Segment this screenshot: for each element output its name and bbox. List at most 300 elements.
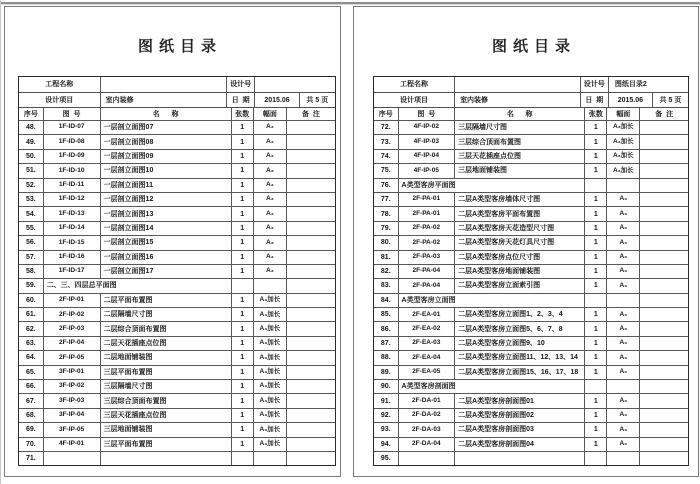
- col-header-no: 序号: [378, 110, 393, 118]
- row-qty-cell: 1: [584, 409, 606, 422]
- row-note-cell: [639, 322, 688, 335]
- row-name-cell: 二层A类型客房立面索引图: [454, 279, 584, 292]
- row-no-cell: 52.: [25, 181, 36, 189]
- row-size-cell: [606, 380, 639, 393]
- row-qty-cell: 1: [584, 121, 606, 134]
- row-code-cell: 1F-ID-17: [43, 265, 100, 278]
- row-note-cell: [286, 294, 335, 307]
- table-row: [374, 278, 688, 292]
- row-qty-cell: 1: [231, 150, 253, 163]
- row-note-cell: [286, 265, 335, 278]
- row-note-cell: [639, 207, 688, 220]
- table-body: [19, 120, 335, 465]
- design-item-value: 室内装修: [454, 93, 580, 107]
- row-name-cell: 三层平面布置图: [100, 366, 231, 379]
- row-size-cell: A₃: [253, 251, 286, 264]
- row-size-cell: A₃: [253, 121, 286, 134]
- row-note-cell: [286, 308, 335, 321]
- date-label: 日 期: [580, 93, 608, 107]
- row-qty-cell: 1: [231, 179, 253, 192]
- row-size-cell: A₃: [253, 150, 286, 163]
- table-row: [374, 221, 688, 235]
- row-no-cell: 53.: [25, 196, 36, 204]
- row-qty-cell: 1: [231, 438, 253, 451]
- row-name-cell: 一层剖立面图15: [100, 236, 231, 249]
- section-title-cell: 二、三、四层总平面图: [43, 279, 231, 292]
- row-qty-cell: 1: [584, 251, 606, 264]
- row-size-cell: A₃: [606, 438, 639, 451]
- row-qty-cell: 1: [584, 193, 606, 206]
- row-qty-cell: 1: [231, 380, 253, 393]
- table-row: [374, 206, 688, 220]
- row-code-cell: 1F-ID-08: [43, 135, 100, 148]
- row-size-cell: A₃: [253, 135, 286, 148]
- row-code-cell: 3F-IP-03: [43, 394, 100, 407]
- design-item-label: 设计项目: [400, 96, 429, 104]
- title-block-row-project: [374, 77, 688, 92]
- row-code-cell: 2F-DA-03: [398, 423, 455, 436]
- row-no-cell: 62.: [25, 325, 36, 333]
- project-name-value: [100, 77, 226, 92]
- design-item-value: 室内装修: [100, 93, 226, 107]
- row-name-cell: 二层A类型客房点位尺寸图: [454, 251, 584, 264]
- row-no-cell: 69.: [25, 426, 36, 434]
- table-row: [19, 307, 335, 321]
- row-code-cell: [43, 452, 100, 465]
- row-note-cell: [286, 438, 335, 451]
- row-size-cell: [253, 452, 286, 465]
- row-size-cell: A₃加长: [253, 308, 286, 321]
- row-size-cell: [606, 452, 639, 465]
- row-size-cell: A₃: [606, 265, 639, 278]
- row-note-cell: [286, 164, 335, 177]
- row-qty-cell: 1: [584, 351, 606, 364]
- project-name-label: 工程名称: [400, 81, 429, 88]
- title-block-row-item: [19, 92, 335, 107]
- row-note-cell: [639, 337, 688, 350]
- row-size-cell: A₃加长: [253, 380, 286, 393]
- row-qty-cell: 1: [231, 337, 253, 350]
- row-size-cell: [606, 179, 639, 192]
- catalog-page-1: [4, 6, 341, 477]
- row-note-cell: [286, 366, 335, 379]
- row-qty-cell: 1: [584, 150, 606, 163]
- row-size-cell: A₃: [606, 251, 639, 264]
- row-code-cell: 4F-IP-01: [43, 438, 100, 451]
- row-note-cell: [639, 222, 688, 235]
- row-qty-cell: 1: [584, 423, 606, 436]
- table-row: [374, 408, 688, 422]
- catalog-page-2: [353, 6, 699, 477]
- project-name-value: [454, 77, 580, 92]
- table-row: [19, 379, 335, 393]
- row-code-cell: 2F-PA-01: [398, 207, 455, 220]
- table-row: [19, 437, 335, 451]
- row-size-cell: A₃加长: [253, 337, 286, 350]
- row-no-cell: 83.: [380, 282, 391, 290]
- row-code-cell: 1F-ID-14: [43, 222, 100, 235]
- col-header-qty: 张数: [231, 108, 253, 120]
- row-no-cell: 81.: [380, 253, 391, 261]
- row-code-cell: 3F-IP-02: [43, 380, 100, 393]
- row-size-cell: A₃: [253, 193, 286, 206]
- section-title-cell: A类型客房立面图: [398, 294, 585, 307]
- design-no-label: 设计号: [226, 77, 254, 92]
- row-note-cell: [286, 251, 335, 264]
- table-row: [374, 422, 688, 436]
- table-row: [374, 120, 688, 134]
- row-name-cell: 二层A类型客房剖面图03: [454, 423, 584, 436]
- section-row: [19, 278, 335, 292]
- row-no-cell: 61.: [25, 311, 36, 319]
- section-row: [374, 379, 688, 393]
- row-no-cell: 84.: [380, 296, 391, 304]
- row-note-cell: [286, 121, 335, 134]
- table-row: [374, 321, 688, 335]
- row-note-cell: [286, 380, 335, 393]
- row-no-cell: 49.: [25, 138, 36, 146]
- table-row: [19, 178, 335, 192]
- row-no-cell: 48.: [25, 124, 36, 132]
- design-no-value: [254, 77, 335, 92]
- title-block-row-project: [19, 77, 335, 92]
- row-no-cell: 75.: [380, 167, 391, 175]
- row-code-cell: 4F-IP-03: [398, 135, 455, 148]
- row-no-cell: 80.: [380, 239, 391, 247]
- row-qty-cell: 1: [231, 265, 253, 278]
- row-code-cell: 2F-EA-03: [398, 337, 455, 350]
- row-name-cell: 三层隔墙尺寸图: [100, 380, 231, 393]
- row-code-cell: 1F-ID-15: [43, 236, 100, 249]
- table-body: [374, 120, 688, 465]
- row-size-cell: A₃: [253, 164, 286, 177]
- table-row: [374, 451, 688, 465]
- table-row: [19, 206, 335, 220]
- row-name-cell: 二层平面布置图: [100, 294, 231, 307]
- row-size-cell: A₃: [606, 222, 639, 235]
- row-note-cell: [639, 438, 688, 451]
- row-name-cell: 二层A类型客房地面铺装图: [454, 265, 584, 278]
- row-size-cell: A₃: [606, 409, 639, 422]
- row-note-cell: [639, 164, 688, 177]
- row-note-cell: [639, 265, 688, 278]
- row-note-cell: [286, 207, 335, 220]
- table-row: [374, 192, 688, 206]
- row-name-cell: 三层隔墙尺寸图: [454, 121, 584, 134]
- row-code-cell: [398, 452, 455, 465]
- row-qty-cell: 1: [231, 164, 253, 177]
- table-row: [19, 365, 335, 379]
- row-no-cell: 87.: [380, 340, 391, 348]
- row-qty-cell: 1: [231, 251, 253, 264]
- row-qty-cell: [231, 452, 253, 465]
- row-qty-cell: 1: [584, 308, 606, 321]
- row-code-cell: 2F-EA-05: [398, 366, 455, 379]
- project-name-label: 工程名称: [45, 81, 74, 88]
- row-no-cell: 85.: [380, 311, 391, 319]
- row-note-cell: [639, 409, 688, 422]
- row-note-cell: [639, 423, 688, 436]
- row-size-cell: A₃加长: [253, 366, 286, 379]
- row-size-cell: A₃加长: [253, 294, 286, 307]
- section-row: [374, 293, 688, 307]
- row-name-cell: 三层地面铺装图: [100, 423, 231, 436]
- row-code-cell: 2F-DA-04: [398, 438, 455, 451]
- design-item-label: 设计项目: [45, 96, 74, 104]
- row-qty-cell: 1: [231, 394, 253, 407]
- row-no-cell: 68.: [25, 412, 36, 419]
- row-name-cell: 三层综合顶面布置图: [454, 135, 584, 148]
- drawing-index-table: [18, 76, 336, 466]
- row-name-cell: 一层剖立面图12: [100, 193, 231, 206]
- row-no-cell: 94.: [380, 440, 391, 448]
- row-qty-cell: [584, 380, 606, 393]
- row-size-cell: A₃: [606, 193, 639, 206]
- row-note-cell: [639, 452, 688, 465]
- column-header-row: [374, 107, 688, 120]
- date-value: 2015.06: [608, 93, 652, 107]
- page-title: 图纸目录: [491, 39, 576, 55]
- row-no-cell: 95.: [380, 455, 391, 463]
- table-row: [19, 235, 335, 249]
- row-name-cell: 二层A类型客房平面布置图: [454, 207, 584, 220]
- total-pages: 共 5 页: [299, 93, 335, 107]
- row-qty-cell: 1: [231, 423, 253, 436]
- table-row: [19, 393, 335, 407]
- row-qty-cell: 1: [231, 308, 253, 321]
- row-qty-cell: 1: [231, 294, 253, 307]
- title-block-row-item: [374, 92, 688, 107]
- row-code-cell: 2F-IP-02: [43, 308, 100, 321]
- row-note-cell: [639, 179, 688, 192]
- row-name-cell: 一层剖立面图14: [100, 222, 231, 235]
- table-row: [19, 149, 335, 163]
- row-code-cell: 2F-IP-05: [43, 351, 100, 364]
- row-size-cell: A₃加长: [253, 394, 286, 407]
- row-no-cell: 56.: [25, 239, 36, 247]
- row-qty-cell: 1: [584, 164, 606, 177]
- row-no-cell: 78.: [380, 210, 391, 218]
- row-code-cell: 2F-PA-02: [398, 222, 455, 235]
- table-row: [374, 235, 688, 249]
- row-name-cell: 二层A类型客房剖面图04: [454, 438, 584, 451]
- row-name-cell: 二层隔墙尺寸图: [100, 308, 231, 321]
- row-size-cell: A₃: [606, 236, 639, 249]
- row-note-cell: [639, 251, 688, 264]
- row-size-cell: A₃加长: [253, 409, 286, 422]
- row-note-cell: [639, 236, 688, 249]
- row-size-cell: A₃加长: [253, 351, 286, 364]
- row-code-cell: 2F-EA-04: [398, 351, 455, 364]
- row-size-cell: [253, 279, 286, 292]
- date-label: 日 期: [226, 93, 254, 107]
- row-size-cell: A₃加长: [606, 135, 639, 148]
- row-qty-cell: 1: [231, 409, 253, 422]
- section-title-cell: A类型客房平面图: [398, 179, 585, 192]
- row-name-cell: 二层A类型客房天花灯具尺寸图: [454, 236, 584, 249]
- row-note-cell: [286, 452, 335, 465]
- row-no-cell: 65.: [25, 368, 36, 376]
- row-name-cell: 三层综合顶面布置图: [100, 394, 231, 407]
- row-qty-cell: 1: [231, 366, 253, 379]
- row-note-cell: [286, 409, 335, 422]
- row-code-cell: 1F-ID-09: [43, 150, 100, 163]
- page-title: 图纸目录: [137, 39, 222, 55]
- row-note-cell: [286, 236, 335, 249]
- row-size-cell: A₃加长: [253, 438, 286, 451]
- row-size-cell: A₃: [606, 394, 639, 407]
- row-name-cell: 三层天花插座点位图: [100, 409, 231, 422]
- row-code-cell: 3F-IP-05: [43, 423, 100, 436]
- table-row: [374, 336, 688, 350]
- row-code-cell: 2F-IP-01: [43, 294, 100, 307]
- row-no-cell: 73.: [380, 138, 391, 146]
- col-header-note: 备 注: [639, 108, 688, 120]
- row-note-cell: [286, 193, 335, 206]
- row-no-cell: 74.: [380, 152, 391, 160]
- row-code-cell: 2F-DA-01: [398, 394, 455, 407]
- row-note-cell: [286, 222, 335, 235]
- row-name-cell: [100, 452, 231, 465]
- row-qty-cell: 1: [231, 322, 253, 335]
- row-size-cell: A₃: [606, 337, 639, 350]
- row-name-cell: 一层剖立面图13: [100, 207, 231, 220]
- row-note-cell: [286, 150, 335, 163]
- table-row: [374, 250, 688, 264]
- row-name-cell: 二层A类型客房立面图5、6、7、8: [454, 322, 584, 335]
- row-code-cell: 1F-ID-16: [43, 251, 100, 264]
- row-note-cell: [639, 351, 688, 364]
- row-qty-cell: 1: [231, 121, 253, 134]
- row-no-cell: 51.: [25, 167, 36, 175]
- row-qty-cell: 1: [231, 351, 253, 364]
- row-qty-cell: 1: [584, 236, 606, 249]
- row-size-cell: A₃: [253, 236, 286, 249]
- row-name-cell: 二层A类型客房剖面图01: [454, 394, 584, 407]
- row-no-cell: 67.: [25, 397, 36, 405]
- col-header-name: 名 称: [100, 108, 231, 120]
- row-name-cell: 三层地面铺装图: [454, 164, 584, 177]
- row-name-cell: [454, 452, 584, 465]
- row-code-cell: 1F-ID-07: [43, 121, 100, 134]
- total-pages: 共 5 页: [652, 93, 688, 107]
- row-qty-cell: 1: [584, 322, 606, 335]
- row-size-cell: A₃: [253, 207, 286, 220]
- row-no-cell: 89.: [380, 368, 391, 376]
- row-qty-cell: 1: [584, 366, 606, 379]
- col-header-qty: 张数: [584, 108, 606, 120]
- row-no-cell: 91.: [380, 397, 391, 405]
- row-name-cell: 二层A类型客房剖面图02: [454, 409, 584, 422]
- row-qty-cell: [584, 452, 606, 465]
- col-header-name: 名 称: [454, 108, 584, 120]
- row-size-cell: A₃: [606, 308, 639, 321]
- table-row: [374, 163, 688, 177]
- row-no-cell: 63.: [25, 340, 36, 348]
- row-code-cell: 4F-IP-05: [398, 164, 455, 177]
- table-row: [19, 293, 335, 307]
- row-note-cell: [639, 121, 688, 134]
- row-size-cell: [606, 294, 639, 307]
- row-note-cell: [286, 179, 335, 192]
- row-size-cell: A₃: [253, 179, 286, 192]
- row-name-cell: 二层A类型客房立面图11、12、13、14: [454, 351, 584, 364]
- row-size-cell: A₃加长: [606, 164, 639, 177]
- row-size-cell: A₃: [253, 265, 286, 278]
- row-qty-cell: 1: [584, 337, 606, 350]
- row-code-cell: 2F-PA-04: [398, 279, 455, 292]
- row-code-cell: 4F-IP-02: [398, 121, 455, 134]
- table-row: [374, 437, 688, 451]
- table-row: [19, 264, 335, 278]
- table-row: [374, 307, 688, 321]
- table-row: [19, 221, 335, 235]
- row-note-cell: [639, 294, 688, 307]
- row-no-cell: 86.: [380, 325, 391, 333]
- row-name-cell: 二层天花插座点位图: [100, 337, 231, 350]
- row-no-cell: 90.: [380, 383, 391, 391]
- row-note-cell: [639, 279, 688, 292]
- row-name-cell: 二层A类型客房立面图1、2、3、4: [454, 308, 584, 321]
- row-qty-cell: 1: [584, 222, 606, 235]
- row-qty-cell: 1: [231, 193, 253, 206]
- drawing-index-table: [373, 76, 689, 466]
- design-no-value: 图纸目录2: [608, 77, 688, 92]
- row-note-cell: [286, 279, 335, 292]
- row-name-cell: 二层地面铺装图: [100, 351, 231, 364]
- row-name-cell: 一层剖立面图11: [100, 179, 231, 192]
- row-name-cell: 一层剖立面图10: [100, 164, 231, 177]
- row-note-cell: [639, 135, 688, 148]
- row-no-cell: 59.: [25, 282, 36, 290]
- row-note-cell: [639, 150, 688, 163]
- col-header-code: 图 号: [43, 108, 100, 120]
- row-no-cell: 57.: [25, 253, 36, 261]
- col-header-note: 备 注: [286, 108, 335, 120]
- col-header-size: 幅面: [253, 108, 286, 120]
- row-size-cell: A₃: [606, 351, 639, 364]
- row-code-cell: 1F-ID-10: [43, 164, 100, 177]
- row-note-cell: [639, 308, 688, 321]
- row-size-cell: A₃: [606, 322, 639, 335]
- row-no-cell: 82.: [380, 268, 391, 276]
- section-title-cell: A类型客房剖面图: [398, 380, 585, 393]
- row-name-cell: 二层A类型客房天花造型尺寸图: [454, 222, 584, 235]
- row-name-cell: 一层剖立面图09: [100, 150, 231, 163]
- table-row: [19, 120, 335, 134]
- row-code-cell: 1F-ID-12: [43, 193, 100, 206]
- row-no-cell: 70.: [25, 440, 36, 448]
- row-qty-cell: [584, 179, 606, 192]
- row-note-cell: [639, 380, 688, 393]
- row-size-cell: A₃: [606, 366, 639, 379]
- column-header-row: [19, 107, 335, 120]
- table-row: [374, 393, 688, 407]
- col-header-size: 幅面: [606, 108, 639, 120]
- row-code-cell: 2F-EA-01: [398, 308, 455, 321]
- table-row: [374, 350, 688, 364]
- row-no-cell: 93.: [380, 426, 391, 434]
- table-row: [19, 451, 335, 465]
- design-no-label: 设计号: [580, 77, 608, 92]
- row-code-cell: 1F-ID-11: [43, 179, 100, 192]
- row-name-cell: 一层剖立面图16: [100, 251, 231, 264]
- row-no-cell: 71.: [25, 455, 36, 463]
- row-no-cell: 54.: [25, 210, 36, 218]
- row-no-cell: 64.: [25, 354, 36, 362]
- table-row: [19, 250, 335, 264]
- row-name-cell: 三层平面布置图: [100, 438, 231, 451]
